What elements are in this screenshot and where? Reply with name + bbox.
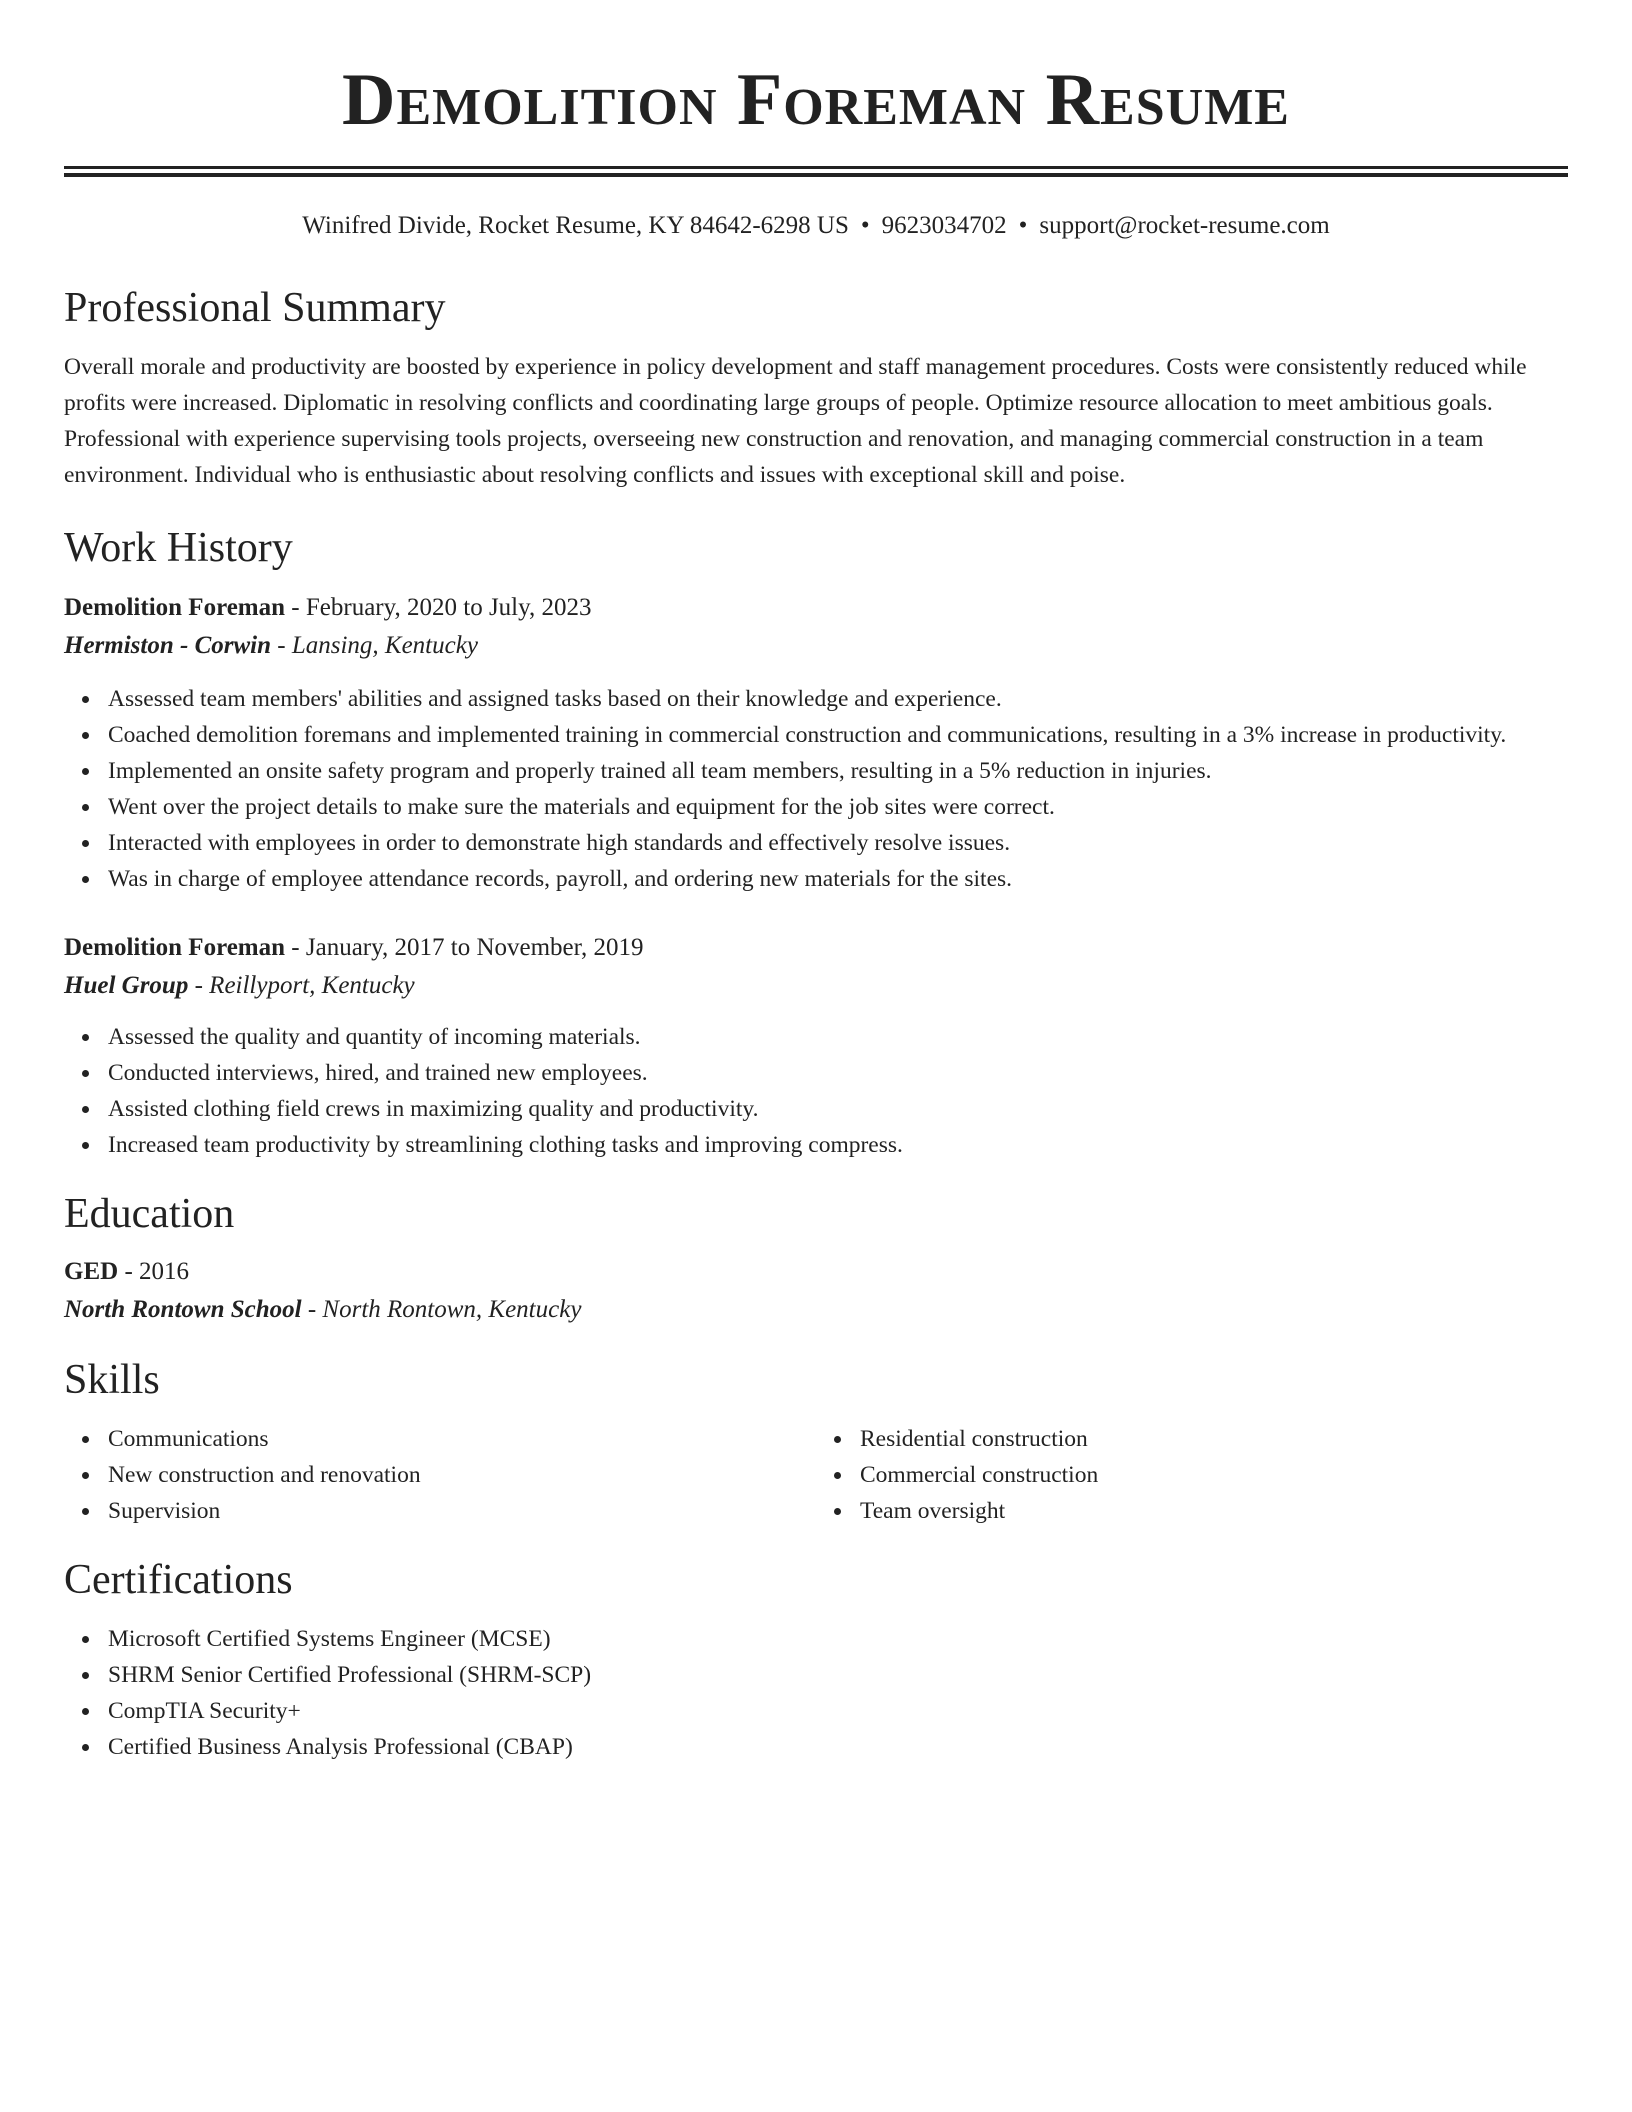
skills-list-left xyxy=(64,1421,816,1529)
certifications-heading: Certifications xyxy=(64,1557,293,1603)
list-item: Increased team productivity by streamlining clothing tasks and improving compress. xyxy=(108,1127,1568,1163)
list-item: Interacted with employees in order to demonstrate high standards and effectively resolve issues. xyxy=(108,825,1568,861)
list-item: SHRM Senior Certified Professional (SHRM-SCP) xyxy=(108,1657,1568,1693)
skills-grid xyxy=(64,1421,1568,1529)
job-entry xyxy=(64,589,1568,897)
list-item: CompTIA Security+ xyxy=(108,1693,1568,1729)
job-employer-line xyxy=(64,627,1568,665)
education-heading: Education xyxy=(64,1191,235,1237)
contact-line xyxy=(64,211,1568,241)
list-item: Was in charge of employee attendance records, payroll, and ordering new materials for the sites. xyxy=(108,861,1568,897)
work-history-section xyxy=(64,523,1568,1163)
job-duties-list xyxy=(64,681,1568,897)
list-item: Team oversight xyxy=(860,1493,1568,1529)
job-title: Demolition Foreman xyxy=(64,934,286,961)
job-entry xyxy=(64,929,1568,1163)
contact-email: support@rocket-resume.com xyxy=(1039,212,1330,239)
list-item: Communications xyxy=(108,1421,816,1457)
job-dates: - January, 2017 to November, 2019 xyxy=(285,934,644,961)
list-item: Residential construction xyxy=(860,1421,1568,1457)
list-item: Assessed team members' abilities and assigned tasks based on their knowledge and experience. xyxy=(108,681,1568,717)
job-company: Hermiston - Corwin xyxy=(64,632,271,659)
work-history-heading: Work History xyxy=(64,525,293,571)
job-dates: - February, 2020 to July, 2023 xyxy=(285,594,592,621)
certifications-section xyxy=(64,1555,1568,1765)
list-item: Implemented an onsite safety program and properly trained all team members, resulting in a 5% reduction in injuries. xyxy=(108,753,1568,789)
skills-list-right xyxy=(816,1421,1568,1529)
job-location: - Reillyport, Kentucky xyxy=(188,972,415,999)
job-title-line xyxy=(64,929,1568,967)
list-item: Coached demolition foremans and implemented training in commercial construction and communications, resulting in a 3% increase in productivity. xyxy=(108,717,1568,753)
list-item: New construction and renovation xyxy=(108,1457,816,1493)
list-item: Commercial construction xyxy=(860,1457,1568,1493)
contact-separator: • xyxy=(860,212,870,239)
education-school: North Rontown School xyxy=(64,1296,302,1323)
summary-section xyxy=(64,283,1568,493)
list-item: Assessed the quality and quantity of incoming materials. xyxy=(108,1019,1568,1055)
skills-section xyxy=(64,1355,1568,1529)
job-location: - Lansing, Kentucky xyxy=(271,632,478,659)
list-item: Supervision xyxy=(108,1493,816,1529)
job-employer-line xyxy=(64,967,1568,1005)
education-section xyxy=(64,1189,1568,1329)
job-duties-list xyxy=(64,1019,1568,1163)
job-title: Demolition Foreman xyxy=(64,594,286,621)
education-year: - 2016 xyxy=(118,1258,190,1285)
education-degree-line xyxy=(64,1253,1568,1291)
education-location: - North Rontown, Kentucky xyxy=(301,1296,582,1323)
summary-text: Overall morale and productivity are boosted by experience in policy development and staff management procedures. Costs were consistently reduced while profits were increased. Diplomatic in resolving conflicts and coordinating large groups of people. Optimize resource allocation to meet ambitious goals. Professional with experience supervising tools projects, overseeing new construction and renovation, and managing commercial construction in a team environment. Individual who is enthusiastic about resolving conflicts and issues with exceptional skill and poise. xyxy=(64,354,1527,488)
list-item: Assisted clothing field crews in maximizing quality and productivity. xyxy=(108,1091,1568,1127)
summary-heading: Professional Summary xyxy=(64,285,446,331)
contact-separator: • xyxy=(1018,212,1028,239)
list-item: Microsoft Certified Systems Engineer (MCSE) xyxy=(108,1621,1568,1657)
education-degree: GED xyxy=(64,1258,119,1285)
contact-address: Winifred Divide, Rocket Resume, KY 84642-6298 US xyxy=(302,212,849,239)
education-school-line xyxy=(64,1291,1568,1329)
skills-heading: Skills xyxy=(64,1357,160,1403)
list-item: Certified Business Analysis Professional (CBAP) xyxy=(108,1729,1568,1765)
contact-phone: 9623034702 xyxy=(881,212,1007,239)
list-item: Conducted interviews, hired, and trained new employees. xyxy=(108,1055,1568,1091)
job-title-line xyxy=(64,589,1568,627)
list-item: Went over the project details to make sure the materials and equipment for the job sites were correct. xyxy=(108,789,1568,825)
title-divider xyxy=(64,166,1568,177)
job-company: Huel Group xyxy=(64,972,189,999)
certifications-list xyxy=(64,1621,1568,1765)
resume-title: Demolition Foreman Resume xyxy=(342,59,1290,141)
